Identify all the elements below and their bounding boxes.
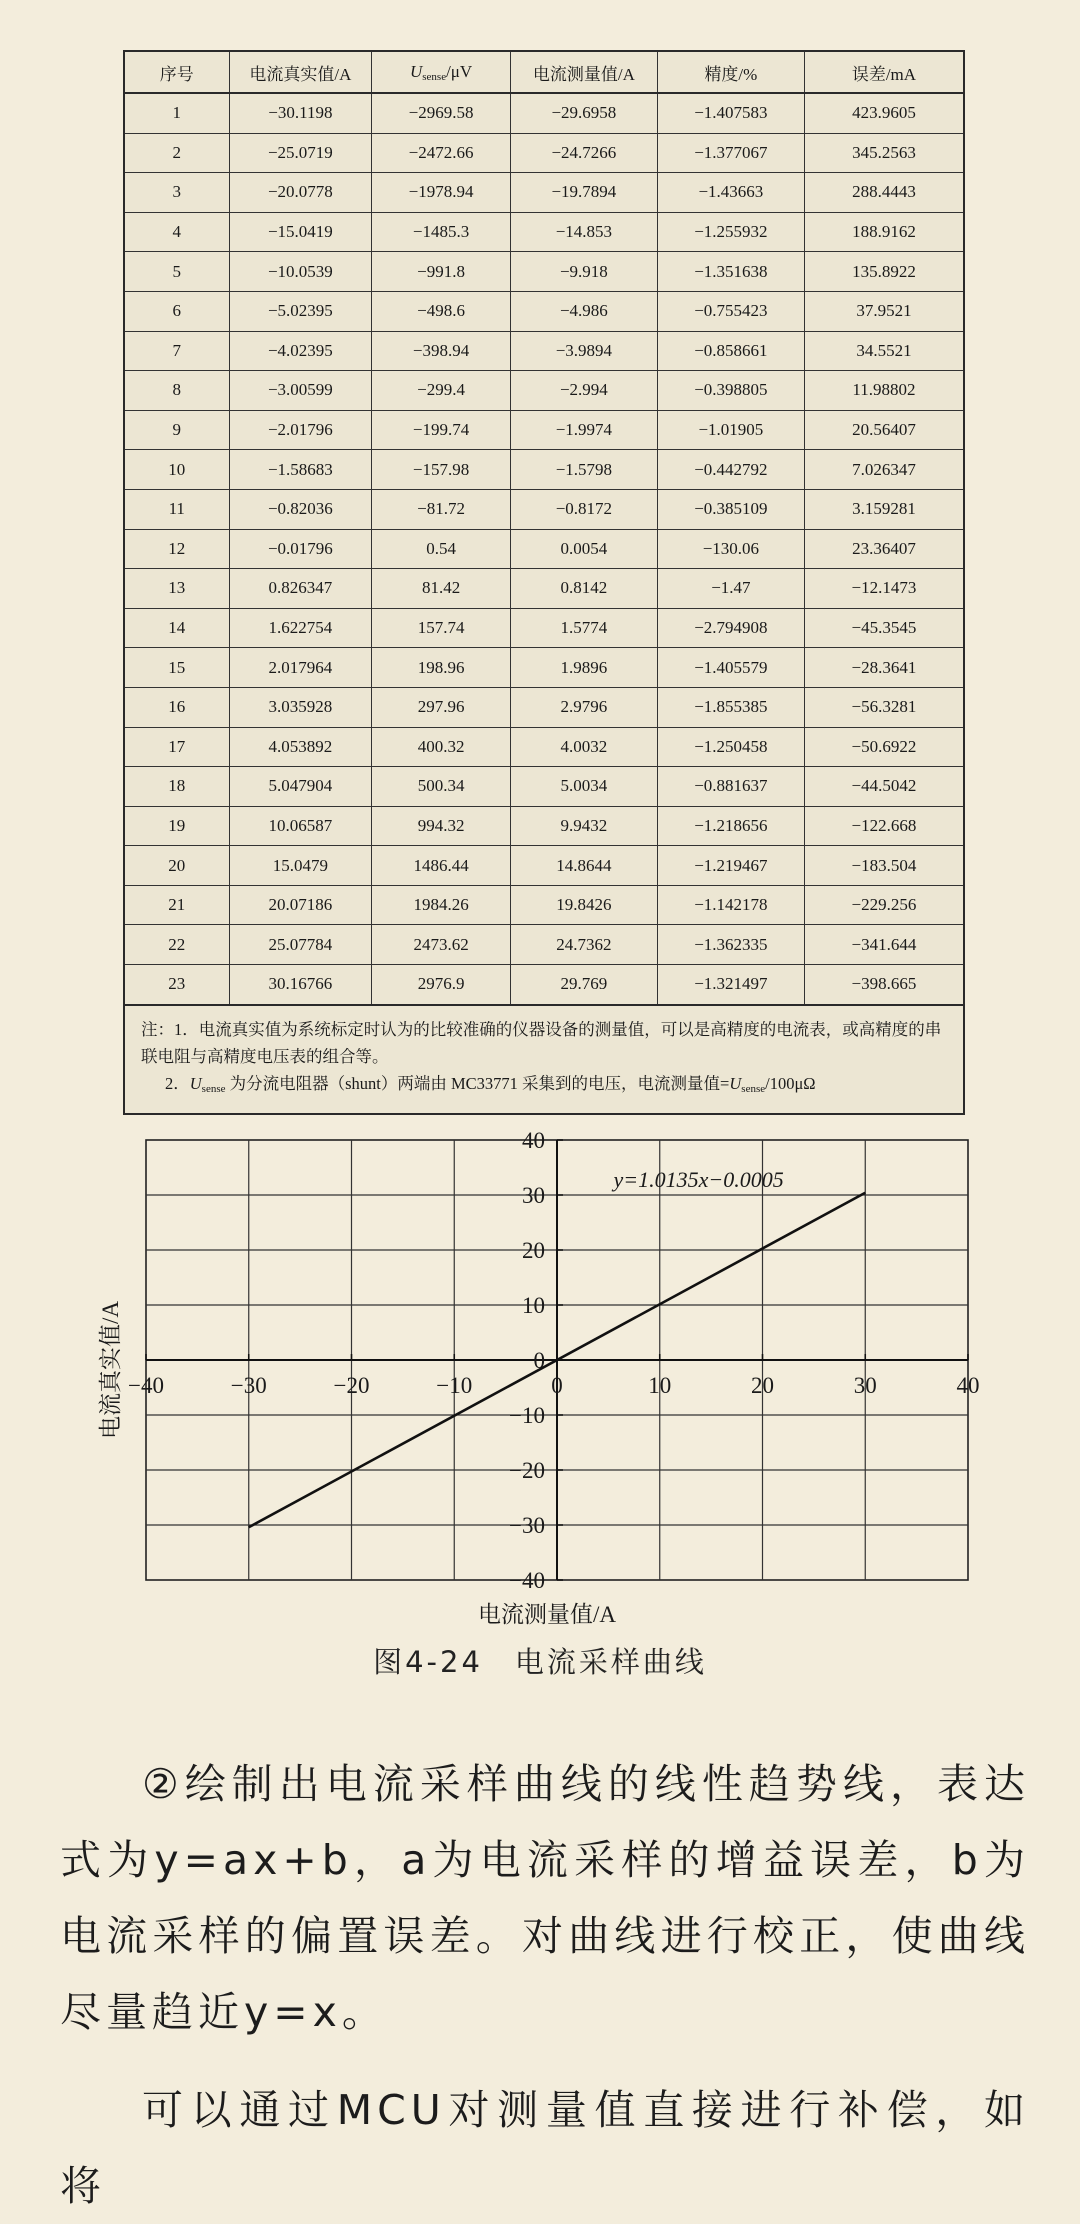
cell-usense: −157.98 [372,450,511,490]
note-usense-symbol: U [189,1073,202,1093]
cell-measured: 5.0034 [510,767,657,807]
cell-usense: 1486.44 [372,846,511,886]
x-tick-label: −10 [436,1373,473,1398]
table-row [124,806,964,846]
cell-accuracy: −1.321497 [657,965,804,1005]
header-error: 误差/mA [804,51,964,93]
cell-index: 22 [124,925,229,965]
cell-measured: 9.9432 [510,806,657,846]
table-row [124,489,964,529]
trendline-equation: y=1.0135x−0.0005 [613,1166,784,1192]
cell-index: 5 [124,252,229,292]
table-row [124,846,964,886]
cell-error: 37.9521 [804,291,964,331]
header-usense-subscript: sense [422,70,447,83]
cell-error: 7.026347 [804,450,964,490]
cell-usense: 297.96 [372,687,511,727]
cell-accuracy: −1.01905 [657,410,804,450]
cell-error: 288.4443 [804,173,964,213]
cell-usense: 1984.26 [372,885,511,925]
cell-error: −341.644 [804,925,964,965]
cell-measured: 0.8142 [510,569,657,609]
cell-index: 12 [124,529,229,569]
cell-measured: 19.8426 [510,885,657,925]
cell-measured: −14.853 [510,212,657,252]
cell-error: 20.56407 [804,410,964,450]
table-row [124,450,964,490]
cell-accuracy: −1.855385 [657,687,804,727]
cell-usense: −1978.94 [372,173,511,213]
cell-error: −45.3545 [804,608,964,648]
cell-accuracy: −1.377067 [657,133,804,173]
cell-usense: 400.32 [372,727,511,767]
cell-accuracy: −0.858661 [657,331,804,371]
cell-true-value: −10.0539 [229,252,372,292]
x-tick-label: 20 [751,1373,774,1398]
cell-true-value: 4.053892 [229,727,372,767]
cell-error: 423.9605 [804,93,964,133]
cell-accuracy: −1.47 [657,569,804,609]
cell-true-value: 15.0479 [229,846,372,886]
cell-accuracy: −0.755423 [657,291,804,331]
table-row [124,529,964,569]
cell-error: 135.8922 [804,252,964,292]
cell-accuracy: −2.794908 [657,608,804,648]
cell-accuracy: −0.442792 [657,450,804,490]
cell-usense: −81.72 [372,489,511,529]
cell-true-value: −5.02395 [229,291,372,331]
table-row [124,252,964,292]
y-tick-label: 40 [522,1128,545,1153]
cell-true-value: −3.00599 [229,371,372,411]
header-index: 序号 [124,51,229,93]
cell-index: 9 [124,410,229,450]
table-row [124,727,964,767]
cell-usense: −498.6 [372,291,511,331]
header-measured: 电流测量值/A [510,51,657,93]
table-row [124,608,964,648]
cell-index: 4 [124,212,229,252]
header-usense-unit: /μV [446,61,473,81]
cell-error: 3.159281 [804,489,964,529]
cell-accuracy: −0.385109 [657,489,804,529]
table-note [124,1005,964,1114]
cell-error: −50.6922 [804,727,964,767]
cell-true-value: 5.047904 [229,767,372,807]
header-usense-symbol: U [409,61,423,81]
note-usense-symbol-2: U [729,1073,742,1093]
cell-measured: 4.0032 [510,727,657,767]
cell-accuracy: −1.362335 [657,925,804,965]
cell-error: −122.668 [804,806,964,846]
cell-measured: −0.8172 [510,489,657,529]
y-tick-label: −10 [509,1403,545,1428]
cell-index: 17 [124,727,229,767]
cell-measured: −1.5798 [510,450,657,490]
x-tick-label: −40 [128,1373,164,1398]
cell-index: 15 [124,648,229,688]
note-line-2-prefix: 2． [165,1073,190,1093]
table-row [124,331,964,371]
cell-index: 20 [124,846,229,886]
current-sampling-chart [0,1110,1080,1630]
cell-measured: 2.9796 [510,687,657,727]
table-body [124,93,964,1005]
cell-true-value: −0.82036 [229,489,372,529]
cell-usense: −199.74 [372,410,511,450]
cell-index: 2 [124,133,229,173]
cell-index: 7 [124,331,229,371]
cell-true-value: 0.826347 [229,569,372,609]
table-row [124,767,964,807]
cell-true-value: 2.017964 [229,648,372,688]
x-axis-label: 电流测量值/A [478,1602,616,1627]
cell-usense: −299.4 [372,371,511,411]
cell-accuracy: −1.250458 [657,727,804,767]
table-row [124,687,964,727]
x-tick-label: 10 [648,1373,672,1398]
note-line-2-middle: 为分流电阻器（shunt）两端由 MC33771 采集到的电压，电流测量值= [225,1073,730,1093]
x-tick-label: −30 [230,1373,267,1398]
cell-measured: −19.7894 [510,173,657,213]
cell-measured: −24.7266 [510,133,657,173]
table-row [124,965,964,1005]
cell-true-value: 10.06587 [229,806,372,846]
cell-usense: −2472.66 [372,133,511,173]
cell-measured: 1.9896 [510,648,657,688]
y-tick-label: 30 [522,1183,545,1208]
table-note-row [124,1005,964,1114]
cell-accuracy: −1.43663 [657,173,804,213]
x-tick-label: 0 [551,1373,563,1398]
cell-true-value: 3.035928 [229,687,372,727]
cell-error: −12.1473 [804,569,964,609]
cell-usense: 0.54 [372,529,511,569]
y-tick-label: −20 [509,1458,545,1483]
cell-index: 8 [124,371,229,411]
cell-usense: 198.96 [372,648,511,688]
cell-accuracy: −1.405579 [657,648,804,688]
cell-true-value: −20.0778 [229,173,372,213]
table-row [124,173,964,213]
cell-error: 188.9162 [804,212,964,252]
cell-true-value: −2.01796 [229,410,372,450]
cell-measured: 1.5774 [510,608,657,648]
cell-index: 23 [124,965,229,1005]
calibration-data-table [123,50,965,1115]
cell-index: 21 [124,885,229,925]
cell-measured: −3.9894 [510,331,657,371]
table-row [124,885,964,925]
cell-true-value: −25.0719 [229,133,372,173]
table-row [124,133,964,173]
cell-accuracy: −1.219467 [657,846,804,886]
note-usense-subscript-2: sense [741,1082,766,1095]
cell-accuracy: −1.142178 [657,885,804,925]
cell-true-value: 20.07186 [229,885,372,925]
cell-index: 3 [124,173,229,213]
cell-usense: 81.42 [372,569,511,609]
cell-true-value: −0.01796 [229,529,372,569]
body-paragraph-2: 可以通过MCU对测量值直接进行补偿，如将 [60,2086,1030,2210]
cell-measured: 24.7362 [510,925,657,965]
x-tick-label: 40 [956,1373,980,1398]
cell-error: −229.256 [804,885,964,925]
table-row [124,410,964,450]
cell-index: 1 [124,93,229,133]
cell-error: −56.3281 [804,687,964,727]
cell-error: −28.3641 [804,648,964,688]
cell-usense: 500.34 [372,767,511,807]
cell-measured: 0.0054 [510,529,657,569]
cell-index: 13 [124,569,229,609]
table-row [124,291,964,331]
cell-usense: 2473.62 [372,925,511,965]
cell-true-value: 1.622754 [229,608,372,648]
y-tick-label: −40 [509,1568,545,1593]
cell-error: 23.36407 [804,529,964,569]
cell-usense: −1485.3 [372,212,511,252]
y-tick-label: 20 [522,1238,545,1263]
cell-true-value: 30.16766 [229,965,372,1005]
cell-usense: −398.94 [372,331,511,371]
cell-index: 10 [124,450,229,490]
cell-accuracy: −1.218656 [657,806,804,846]
cell-measured: −2.994 [510,371,657,411]
table-row [124,569,964,609]
y-axis-label: 电流真实值/A [98,1301,123,1439]
y-tick-label: 10 [522,1293,545,1318]
cell-measured: −1.9974 [510,410,657,450]
cell-error: −44.5042 [804,767,964,807]
cell-true-value: −15.0419 [229,212,372,252]
body-paragraph-1: ②绘制出电流采样曲线的线性趋势线，表达式为y=ax+b，a为电流采样的增益误差，b为电流采样的偏置误差。对曲线进行校正，使曲线尽量趋近y=x。 [60,1760,1030,2036]
cell-usense: 157.74 [372,608,511,648]
table-row [124,925,964,965]
note-line-2 [141,1070,949,1103]
cell-error: 34.5521 [804,331,964,371]
cell-accuracy: −0.398805 [657,371,804,411]
cell-usense: −2969.58 [372,93,511,133]
cell-measured: −29.6958 [510,93,657,133]
cell-error: −183.504 [804,846,964,886]
note-line-1: 注：1．电流真实值为系统标定时认为的比较准确的仪器设备的测量值，可以是高精度的电流表，或高精度的串联电阻与高精度电压表的组合等。 [141,1019,942,1066]
cell-true-value: −1.58683 [229,450,372,490]
cell-accuracy: −1.351638 [657,252,804,292]
x-tick-label: −20 [333,1373,370,1398]
x-tick-label: 30 [853,1373,877,1398]
cell-usense: 994.32 [372,806,511,846]
header-accuracy: 精度/% [657,51,804,93]
cell-true-value: −4.02395 [229,331,372,371]
figure-caption: 图4-24 电流采样曲线 [373,1645,707,1679]
cell-true-value: 25.07784 [229,925,372,965]
cell-true-value: −30.1198 [229,93,372,133]
note-usense-subscript: sense [201,1082,226,1095]
table-row [124,648,964,688]
cell-measured: −9.918 [510,252,657,292]
header-usense [372,51,511,93]
cell-index: 19 [124,806,229,846]
header-true-value: 电流真实值/A [229,51,372,93]
cell-accuracy: −130.06 [657,529,804,569]
cell-index: 11 [124,489,229,529]
cell-error: 345.2563 [804,133,964,173]
cell-usense: −991.8 [372,252,511,292]
cell-error: −398.665 [804,965,964,1005]
cell-index: 6 [124,291,229,331]
cell-accuracy: −1.255932 [657,212,804,252]
cell-measured: 14.8644 [510,846,657,886]
cell-usense: 2976.9 [372,965,511,1005]
table-row [124,371,964,411]
cell-error: 11.98802 [804,371,964,411]
cell-accuracy: −1.407583 [657,93,804,133]
note-line-2-end: /100μΩ [765,1073,816,1093]
chart-x-tick-labels [128,1373,979,1398]
cell-measured: 29.769 [510,965,657,1005]
y-tick-label: 0 [533,1348,545,1373]
cell-measured: −4.986 [510,291,657,331]
cell-index: 14 [124,608,229,648]
table-header-row [124,51,964,93]
table-row [124,93,964,133]
cell-index: 16 [124,687,229,727]
cell-index: 18 [124,767,229,807]
cell-accuracy: −0.881637 [657,767,804,807]
y-tick-label: −30 [509,1513,545,1538]
table-row [124,212,964,252]
